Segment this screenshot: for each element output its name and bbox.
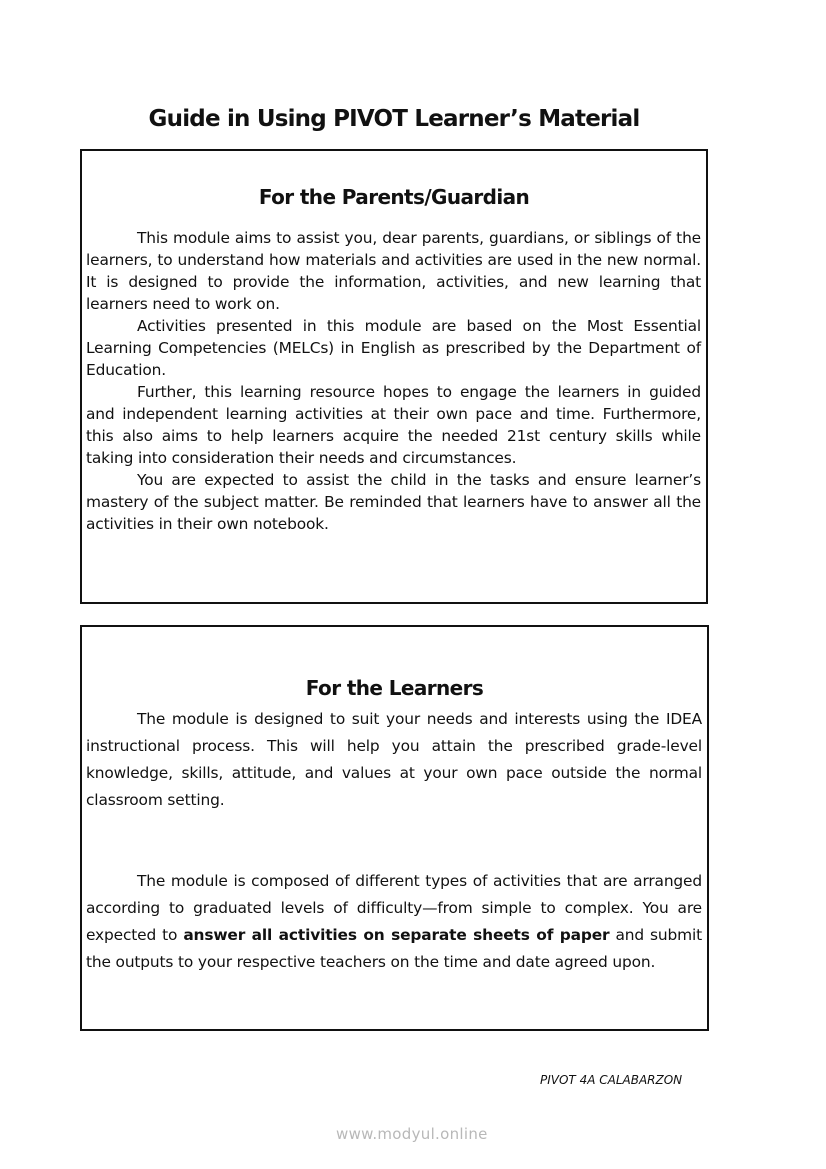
page-title: Guide in Using PIVOT Learner’s Material [148, 106, 640, 132]
watermark: www.modyul.online [336, 1125, 488, 1143]
parents-paragraph-4: You are expected to assist the child in the tasks and ensure learner’s mastery of the subject matter. Be reminded that learners have to answer all the activities in their own notebook. [86, 471, 701, 533]
learners-paragraph-2-end: and submit the outputs to your respective teachers on the time and date agreed upon. [86, 926, 703, 971]
learners-heading: For the Learners [305, 676, 484, 700]
parents-paragraph-1: This module aims to assist you, dear parents, guardians, or siblings of the learners, to understand how materials and activities are used in the new normal. It is designed to provide the information, activities, and new learning that learners need to work on. [86, 229, 701, 313]
parents-guardian-section [80, 149, 708, 604]
parents-paragraph-2: Activities presented in this module are based on the Most Essential Learning Competencies (MELCs) in English as prescribed by the Department of Education. [86, 317, 701, 379]
learners-section [80, 625, 709, 1031]
footer-label: PIVOT 4A CALABARZON [540, 1073, 683, 1087]
learners-paragraph-2-start: The module is composed of different types of activities that are arranged according to graduated levels of difficulty—from simple to complex. You are expected to [86, 872, 702, 944]
learners-paragraph-2-emphasis: answer all activities on separate sheets of paper [183, 926, 610, 944]
learners-paragraph-1: The module is designed to suit your needs and interests using the IDEA instructional process. This will help you attain the prescribed grade-level knowledge, skills, attitude, and values at your own pace outside the normal classroom setting. [86, 710, 702, 809]
parents-paragraph-3: Further, this learning resource hopes to engage the learners in guided and independent learning activities at their own pace and time. Furthermore, this also aims to help learners acquire the needed 21st century skills while taking into consideration their needs and circumstances. [86, 383, 701, 467]
parents-heading: For the Parents/Guardian [258, 185, 530, 209]
learners-paragraph-2 [86, 868, 702, 976]
